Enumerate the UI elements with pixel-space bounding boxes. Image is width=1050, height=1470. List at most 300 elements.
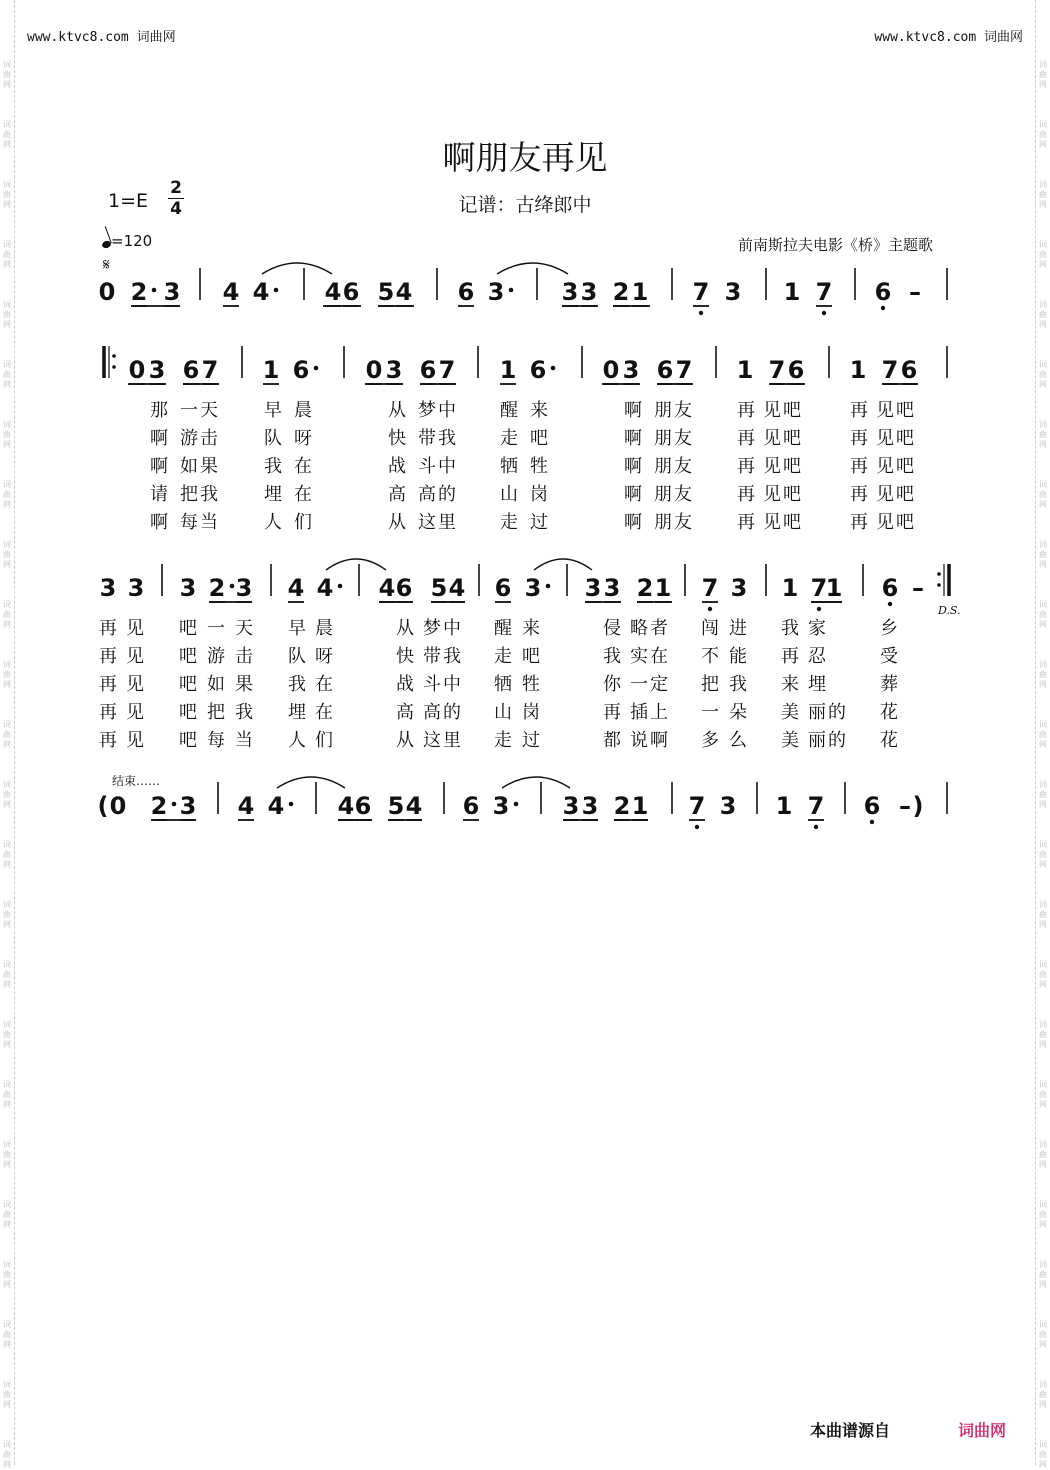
note: 3 bbox=[730, 574, 748, 602]
lyric-syllable: 醒 bbox=[494, 618, 512, 639]
margin-watermark-glyph: 词 曲 网 bbox=[3, 540, 11, 569]
tie-slur bbox=[326, 559, 386, 570]
lyric-syllable: 从 bbox=[388, 400, 406, 421]
note: 6 bbox=[656, 356, 674, 384]
lyric-syllable: 快 bbox=[396, 646, 414, 667]
lyric-syllable: 们 bbox=[294, 512, 312, 533]
tempo-mark bbox=[102, 232, 152, 250]
lyric-syllable: 早 bbox=[288, 618, 306, 639]
note: 0 bbox=[128, 356, 146, 384]
margin-watermark-glyph: 词 曲 网 bbox=[3, 660, 11, 689]
lyric-syllable: 我 bbox=[781, 618, 799, 639]
lyric-syllable: 每当 bbox=[180, 512, 220, 533]
note: 3 bbox=[492, 792, 510, 820]
lyric-syllable: 再 bbox=[850, 400, 868, 421]
lyric-syllable: 见吧 bbox=[763, 400, 803, 421]
margin-watermark-glyph: 词 曲 网 bbox=[3, 600, 11, 629]
note: 1 bbox=[736, 356, 754, 384]
note: 5 bbox=[377, 278, 395, 306]
lyric-syllable: 葬 bbox=[880, 674, 898, 695]
note: 3 bbox=[580, 278, 598, 306]
margin-watermark-glyph: 词 曲 网 bbox=[1039, 900, 1047, 929]
augmentation-dot bbox=[230, 584, 235, 589]
note: 6 bbox=[881, 574, 899, 602]
lyric-syllable: 如果 bbox=[180, 456, 220, 477]
lyric-syllable: 再 bbox=[850, 428, 868, 449]
margin-watermark-glyph: 词 曲 网 bbox=[1039, 1200, 1047, 1229]
note: 3 bbox=[724, 278, 742, 306]
lyric-syllable: 从 bbox=[396, 618, 414, 639]
lyric-syllable: 醒 bbox=[500, 400, 518, 421]
margin-watermark-glyph: 词 曲 网 bbox=[3, 60, 11, 89]
margin-watermark-glyph: 词 曲 网 bbox=[3, 1260, 11, 1289]
lyric-syllable: 受 bbox=[880, 646, 898, 667]
note: 0 bbox=[602, 356, 620, 384]
margin-watermark-glyph: 词 曲 网 bbox=[1039, 1260, 1047, 1289]
lyric-syllable: 略者 bbox=[630, 618, 670, 639]
lyric-syllable: 战 bbox=[388, 456, 406, 477]
lyric-syllable: 你 bbox=[603, 674, 621, 695]
lyric-syllable: 见吧 bbox=[763, 456, 803, 477]
lyric-syllable: 见吧 bbox=[876, 456, 916, 477]
lyric-syllable: 说啊 bbox=[630, 730, 670, 751]
note: 1 bbox=[654, 574, 672, 602]
lyric-syllable: 吧 bbox=[179, 674, 197, 695]
lyric-syllable: 进 bbox=[729, 618, 747, 639]
lyric-syllable: 击 bbox=[235, 646, 253, 667]
margin-watermark-glyph: 词 曲 网 bbox=[3, 1140, 11, 1169]
lyric-syllable: 天 bbox=[235, 618, 253, 639]
tie-slur bbox=[262, 263, 332, 274]
margin-watermark-glyph: 词 曲 网 bbox=[3, 780, 11, 809]
lyric-syllable: 啊 bbox=[624, 512, 642, 533]
lyric-syllable: 从 bbox=[396, 730, 414, 751]
lyric-syllable: 啊 bbox=[624, 484, 642, 505]
margin-watermark-glyph: 词 曲 网 bbox=[3, 900, 11, 929]
lyric-syllable: 当 bbox=[235, 730, 253, 751]
lyric-syllable: 把 bbox=[207, 702, 225, 723]
lyric-syllable: 我 bbox=[603, 646, 621, 667]
lyric-syllable: 实在 bbox=[630, 646, 670, 667]
lyric-syllable: 再 bbox=[850, 456, 868, 477]
lyric-syllable: 走 bbox=[494, 730, 512, 751]
note: 7 bbox=[201, 356, 219, 384]
lyric-syllable: 岗 bbox=[522, 702, 540, 723]
lyric-syllable: 丽的 bbox=[808, 730, 848, 751]
lyric-syllable: 呀 bbox=[315, 646, 333, 667]
lyric-syllable: 朋友 bbox=[654, 456, 694, 477]
note: 6 bbox=[182, 356, 200, 384]
margin-watermark-glyph: 词 曲 网 bbox=[3, 1020, 11, 1049]
lyric-syllable: 美 bbox=[781, 702, 799, 723]
lyric-syllable: 带我 bbox=[423, 646, 463, 667]
lyric-syllable: 都 bbox=[603, 730, 621, 751]
lyric-syllable: 我 bbox=[288, 674, 306, 695]
note: 3 bbox=[148, 356, 166, 384]
lyric-syllable: 来 bbox=[530, 400, 548, 421]
lyric-syllable: 吧 bbox=[179, 618, 197, 639]
lyric-syllable: 再 bbox=[737, 512, 755, 533]
lyric-syllable: 再 bbox=[99, 730, 117, 751]
margin-watermark-glyph: 词 曲 网 bbox=[3, 1200, 11, 1229]
header-right-url[interactable]: www.ktvc8.com 词曲网 bbox=[874, 30, 1023, 45]
note: 3 bbox=[524, 574, 542, 602]
note: 7 bbox=[881, 356, 899, 384]
lyric-syllable: 朵 bbox=[729, 702, 747, 723]
note: 4 bbox=[222, 278, 240, 306]
note: 4 bbox=[395, 278, 413, 306]
note: 7 bbox=[675, 356, 693, 384]
margin-watermark-glyph: 词 曲 网 bbox=[1039, 600, 1047, 629]
lyric-syllable: 斗中 bbox=[423, 674, 463, 695]
tie-slur bbox=[277, 777, 345, 788]
octave-dot-low bbox=[699, 311, 703, 315]
lyric-syllable: 再 bbox=[850, 512, 868, 533]
lyric-syllable: 队 bbox=[288, 646, 306, 667]
lyric-syllable: 家 bbox=[808, 618, 826, 639]
lyric-syllable: 花 bbox=[880, 702, 898, 723]
lyric-syllable: 走 bbox=[500, 512, 518, 533]
note: 2 bbox=[636, 574, 654, 602]
lyric-syllable: 把 bbox=[701, 674, 719, 695]
lyric-syllable: 早 bbox=[264, 400, 282, 421]
margin-watermark-glyph: 词 曲 网 bbox=[1039, 1020, 1047, 1049]
note: 6 bbox=[529, 356, 547, 384]
lyric-syllable: 带我 bbox=[418, 428, 458, 449]
lyric-syllable: 再 bbox=[737, 428, 755, 449]
margin-watermark-glyph: 词 曲 网 bbox=[1039, 660, 1047, 689]
lyric-syllable: 一 bbox=[207, 618, 225, 639]
lyric-syllable: 忍 bbox=[808, 646, 826, 667]
lyric-syllable: 如 bbox=[207, 674, 225, 695]
lyric-syllable: 再 bbox=[737, 484, 755, 505]
lyric-syllable: 高 bbox=[396, 702, 414, 723]
note: 4 bbox=[252, 278, 270, 306]
augmentation-dot bbox=[172, 802, 177, 807]
note: 3 bbox=[603, 574, 621, 602]
lyric-syllable: 从 bbox=[388, 512, 406, 533]
lyric-syllable: 再 bbox=[603, 702, 621, 723]
lyric-syllable: 游 bbox=[207, 646, 225, 667]
time-signature-bottom: 4 bbox=[168, 198, 184, 219]
note: 1 bbox=[783, 278, 801, 306]
note: 5 bbox=[387, 792, 405, 820]
note: 3 bbox=[179, 574, 197, 602]
note: 1 bbox=[262, 356, 280, 384]
octave-dot-low bbox=[695, 825, 699, 829]
octave-dot-low bbox=[870, 820, 874, 824]
lyric-syllable: 过 bbox=[530, 512, 548, 533]
lyric-syllable: 朋友 bbox=[654, 428, 694, 449]
lyric-syllable: 见吧 bbox=[876, 428, 916, 449]
lyric-syllable: 快 bbox=[388, 428, 406, 449]
lyric-syllable: 山 bbox=[500, 484, 518, 505]
lyric-syllable: 呀 bbox=[294, 428, 312, 449]
ds-mark: D.S. bbox=[938, 604, 961, 617]
margin-watermark-glyph: 词 曲 网 bbox=[1039, 1320, 1047, 1349]
lyric-syllable: 在 bbox=[294, 484, 312, 505]
lyric-syllable: 吧 bbox=[530, 428, 548, 449]
margin-watermark-glyph: 词 曲 网 bbox=[3, 480, 11, 509]
lyric-syllable: 梦中 bbox=[418, 400, 458, 421]
lyric-syllable: 再 bbox=[99, 674, 117, 695]
note: 6 bbox=[787, 356, 805, 384]
note: 6 bbox=[292, 356, 310, 384]
key-signature: 1=E bbox=[108, 190, 149, 212]
lyric-syllable: 战 bbox=[396, 674, 414, 695]
lyric-syllable: 牲 bbox=[530, 456, 548, 477]
time-signature-top: 2 bbox=[170, 178, 182, 198]
lyric-syllable: 我 bbox=[235, 702, 253, 723]
lyric-syllable: 啊 bbox=[150, 428, 168, 449]
note: 3 bbox=[581, 792, 599, 820]
footer-brand-link[interactable]: 词曲网 bbox=[958, 1421, 1007, 1440]
lyric-syllable: 闯 bbox=[701, 618, 719, 639]
song-subtitle: 前南斯拉夫电影《桥》主题歌 bbox=[738, 236, 934, 254]
lyric-syllable: 每 bbox=[207, 730, 225, 751]
lyric-syllable: 高的 bbox=[418, 484, 458, 505]
margin-watermark-glyph: 词 曲 网 bbox=[3, 1080, 11, 1109]
lyric-syllable: 斗中 bbox=[418, 456, 458, 477]
lyric-syllable: 花 bbox=[880, 730, 898, 751]
lyric-syllable: 见吧 bbox=[763, 484, 803, 505]
lyric-syllable: 乡 bbox=[880, 618, 898, 639]
lyric-syllable: 走 bbox=[500, 428, 518, 449]
margin-watermark-glyph: 词 曲 网 bbox=[1039, 540, 1047, 569]
lyric-syllable: 果 bbox=[235, 674, 253, 695]
note: 3 bbox=[179, 792, 197, 820]
lyric-syllable: 再 bbox=[737, 400, 755, 421]
note: 4 bbox=[287, 574, 305, 602]
tie-slur bbox=[497, 263, 568, 274]
footer-source-label: 本曲谱源自 bbox=[810, 1421, 891, 1440]
lyric-syllable: 再 bbox=[850, 484, 868, 505]
lyric-syllable: 牺 bbox=[494, 674, 512, 695]
margin-watermark-glyph: 词 曲 网 bbox=[1039, 840, 1047, 869]
note: 6 bbox=[342, 278, 360, 306]
note: 3 bbox=[622, 356, 640, 384]
lyric-syllable: 我 bbox=[264, 456, 282, 477]
octave-dot-low bbox=[708, 607, 712, 611]
note: 3 bbox=[561, 278, 579, 306]
note: 4 bbox=[448, 574, 466, 602]
augmentation-dot bbox=[314, 366, 319, 371]
lyric-syllable: 侵 bbox=[603, 618, 621, 639]
lyric-syllable: 走 bbox=[494, 646, 512, 667]
lyric-syllable: 山 bbox=[494, 702, 512, 723]
song-title: 啊朋友再见 bbox=[442, 138, 608, 177]
lyric-syllable: 来 bbox=[522, 618, 540, 639]
lyric-syllable: 再 bbox=[781, 646, 799, 667]
note: 7 bbox=[688, 792, 706, 820]
repeat-dot bbox=[112, 365, 116, 369]
lyric-syllable: 在 bbox=[315, 674, 333, 695]
margin-watermark-glyph: 词 曲 网 bbox=[3, 180, 11, 209]
note: 7 bbox=[807, 792, 825, 820]
lyric-syllable: 见 bbox=[126, 674, 144, 695]
lyric-syllable: 吧 bbox=[522, 646, 540, 667]
lyric-syllable: 埋 bbox=[264, 484, 282, 505]
lyric-syllable: 插上 bbox=[630, 702, 670, 723]
augmentation-dot bbox=[546, 584, 551, 589]
margin-watermark-glyph: 词 曲 网 bbox=[3, 960, 11, 989]
header-left-url[interactable]: www.ktvc8.com 词曲网 bbox=[27, 30, 176, 45]
lyric-syllable: 队 bbox=[264, 428, 282, 449]
lyric-syllable: 见吧 bbox=[876, 512, 916, 533]
note: 6 bbox=[419, 356, 437, 384]
note: – bbox=[899, 792, 911, 820]
lyric-syllable: 过 bbox=[522, 730, 540, 751]
margin-watermark-glyph: 词 曲 网 bbox=[1039, 120, 1047, 149]
octave-dot-low bbox=[822, 311, 826, 315]
note: 3 bbox=[487, 278, 505, 306]
lyric-syllable: 啊 bbox=[624, 456, 642, 477]
tempo-value: =120 bbox=[111, 232, 153, 250]
note: 1 bbox=[631, 792, 649, 820]
lyric-syllable: 这里 bbox=[423, 730, 463, 751]
margin-watermark-glyph: 词 曲 网 bbox=[1039, 720, 1047, 749]
margin-watermark-glyph: 词 曲 网 bbox=[3, 1320, 11, 1349]
note: 3 bbox=[584, 574, 602, 602]
lyric-syllable: 在 bbox=[294, 456, 312, 477]
augmentation-dot bbox=[289, 802, 294, 807]
note: 6 bbox=[462, 792, 480, 820]
lyric-syllable: 朋友 bbox=[654, 400, 694, 421]
note: 6 bbox=[354, 792, 372, 820]
lyric-syllable: 岗 bbox=[530, 484, 548, 505]
lyric-syllable: 见吧 bbox=[876, 484, 916, 505]
margin-watermark-glyph: 词 曲 网 bbox=[1039, 1140, 1047, 1169]
lyric-syllable: 吧 bbox=[179, 702, 197, 723]
margin-watermark-glyph: 词 曲 网 bbox=[3, 300, 11, 329]
repeat-dot bbox=[112, 354, 116, 358]
note: 4 bbox=[378, 574, 396, 602]
lyric-syllable: 高的 bbox=[423, 702, 463, 723]
lyric-syllable: 不 bbox=[701, 646, 719, 667]
margin-watermark-glyph: 词 曲 网 bbox=[3, 420, 11, 449]
margin-watermark-glyph: 词 曲 网 bbox=[1039, 60, 1047, 89]
lyric-syllable: 埋 bbox=[808, 674, 826, 695]
lyric-syllable: 在 bbox=[315, 702, 333, 723]
lyric-syllable: 见 bbox=[126, 702, 144, 723]
note: 7 bbox=[768, 356, 786, 384]
lyric-syllable: 么 bbox=[729, 730, 747, 751]
note: 1 bbox=[849, 356, 867, 384]
lyric-syllable: 请 bbox=[150, 484, 168, 505]
lyric-syllable: 人 bbox=[264, 512, 282, 533]
repeat-dot bbox=[937, 583, 941, 587]
note: 7 bbox=[810, 574, 828, 602]
lyric-syllable: 埋 bbox=[288, 702, 306, 723]
lyric-syllable: 啊 bbox=[624, 428, 642, 449]
note: 7 bbox=[438, 356, 456, 384]
margin-watermark-glyph: 词 曲 网 bbox=[1039, 1380, 1047, 1409]
augmentation-dot bbox=[509, 288, 514, 293]
note: 2 bbox=[150, 792, 168, 820]
note: 7 bbox=[815, 278, 833, 306]
margin-watermark-glyph: 词 曲 网 bbox=[1039, 780, 1047, 809]
lyric-syllable: 啊 bbox=[150, 456, 168, 477]
note: 4 bbox=[405, 792, 423, 820]
margin-watermark-glyph: 词 曲 网 bbox=[3, 840, 11, 869]
lyric-syllable: 一定 bbox=[630, 674, 670, 695]
note: – bbox=[909, 278, 921, 306]
tie-slur bbox=[502, 777, 570, 788]
lyric-syllable: 吧 bbox=[179, 646, 197, 667]
lyric-syllable: 见 bbox=[126, 646, 144, 667]
note: 3 bbox=[385, 356, 403, 384]
note: 1 bbox=[775, 792, 793, 820]
note: 0 bbox=[98, 278, 116, 306]
margin-watermark-glyph: 词 曲 网 bbox=[3, 240, 11, 269]
note: 6 bbox=[395, 574, 413, 602]
margin-watermark-glyph: 词 曲 网 bbox=[3, 120, 11, 149]
margin-watermark-glyph: 词 曲 网 bbox=[1039, 1080, 1047, 1109]
note: 6 bbox=[494, 574, 512, 602]
lyric-syllable: 一 bbox=[701, 702, 719, 723]
note: 1 bbox=[781, 574, 799, 602]
note: 6 bbox=[457, 278, 475, 306]
lyric-syllable: 再 bbox=[99, 646, 117, 667]
recorder-credit: 记谱：古绛郎中 bbox=[458, 194, 592, 216]
lyric-syllable: 朋友 bbox=[654, 484, 694, 505]
note: 3 bbox=[99, 574, 117, 602]
lyric-syllable: 把我 bbox=[180, 484, 220, 505]
lyric-syllable: 见 bbox=[126, 730, 144, 751]
augmentation-dot bbox=[274, 288, 279, 293]
margin-watermark-glyph: 词 曲 网 bbox=[3, 1380, 11, 1409]
lyric-syllable: 美 bbox=[781, 730, 799, 751]
note: 2 bbox=[612, 278, 630, 306]
augmentation-dot bbox=[551, 366, 556, 371]
note: 1 bbox=[825, 574, 843, 602]
octave-dot-low bbox=[817, 607, 821, 611]
note: – bbox=[912, 574, 924, 602]
lyric-syllable: 能 bbox=[729, 646, 747, 667]
lyric-syllable: 朋友 bbox=[654, 512, 694, 533]
lyric-syllable: 丽的 bbox=[808, 702, 848, 723]
note: 2 bbox=[208, 574, 226, 602]
margin-watermark-glyph: 词 曲 网 bbox=[3, 1440, 11, 1469]
note: 0 bbox=[365, 356, 383, 384]
note: 3 bbox=[235, 574, 253, 602]
octave-dot-low bbox=[881, 306, 885, 310]
margin-watermark-glyph: 词 曲 网 bbox=[3, 720, 11, 749]
note: 6 bbox=[900, 356, 918, 384]
lyric-syllable: 游击 bbox=[180, 428, 220, 449]
tie-slur bbox=[534, 559, 592, 570]
margin-watermark-glyph: 词 曲 网 bbox=[1039, 300, 1047, 329]
margin-watermark-glyph: 词 曲 网 bbox=[1039, 180, 1047, 209]
lyric-syllable: 再 bbox=[737, 456, 755, 477]
lyric-syllable: 来 bbox=[781, 674, 799, 695]
note: 4 bbox=[267, 792, 285, 820]
margin-watermark-glyph: 词 曲 网 bbox=[1039, 1440, 1047, 1469]
note: 2 bbox=[613, 792, 631, 820]
note: 3 bbox=[562, 792, 580, 820]
lyric-syllable: 啊 bbox=[624, 400, 642, 421]
octave-dot-low bbox=[814, 825, 818, 829]
lyric-syllable: 吧 bbox=[179, 730, 197, 751]
lyric-syllable: 们 bbox=[315, 730, 333, 751]
margin-watermark-glyph: 词 曲 网 bbox=[1039, 360, 1047, 389]
lyric-syllable: 见吧 bbox=[763, 512, 803, 533]
note: 4 bbox=[337, 792, 355, 820]
note: 2 bbox=[130, 278, 148, 306]
margin-watermark-glyph: 词 曲 网 bbox=[1039, 240, 1047, 269]
augmentation-dot bbox=[514, 802, 519, 807]
augmentation-dot bbox=[338, 584, 343, 589]
